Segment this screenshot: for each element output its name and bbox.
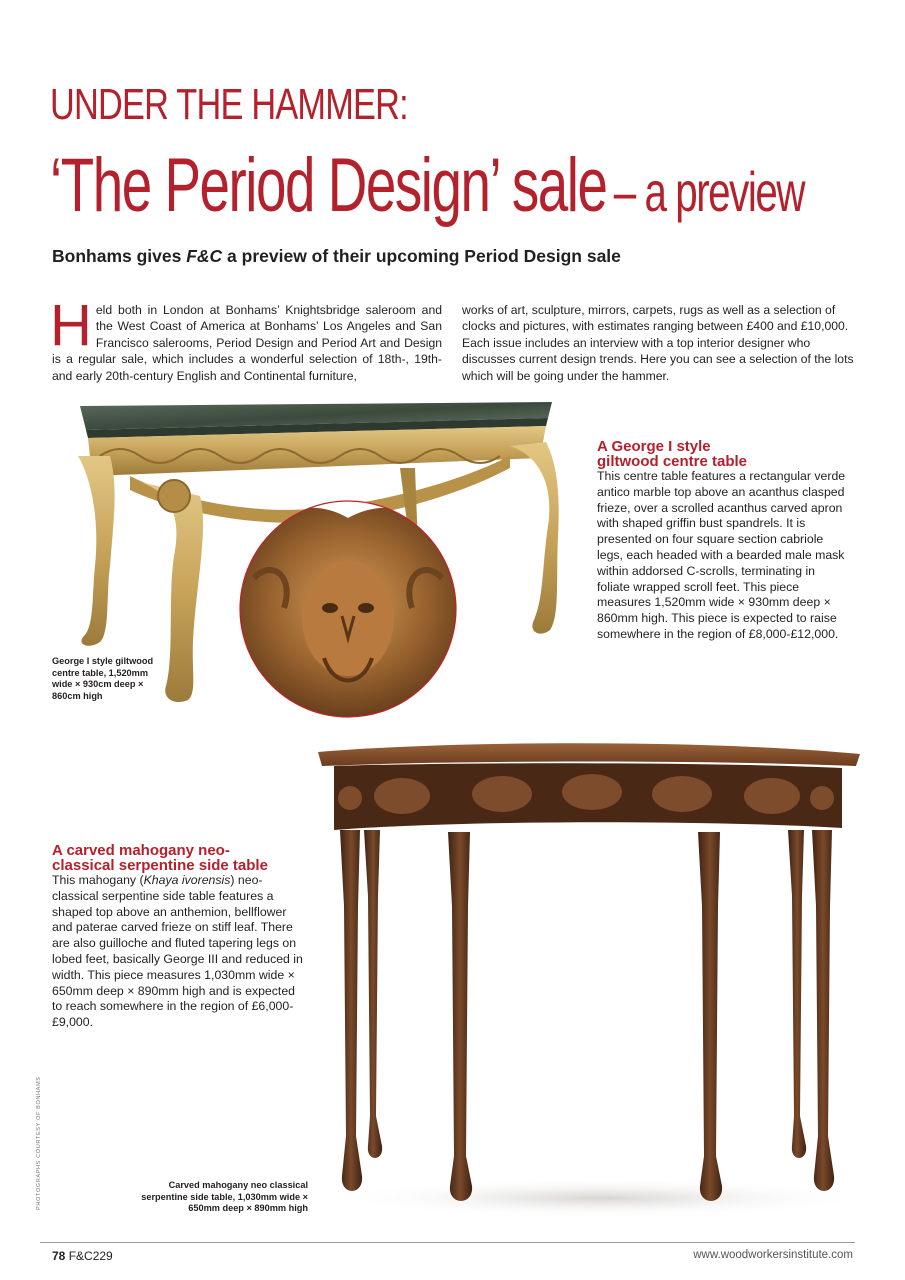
footer-rule — [40, 1242, 855, 1243]
title-tail: – a preview — [613, 160, 805, 223]
intro-left-text: eld both in London at Bonhams’ Knightsbridge saleroom and the West Coast of America at Bonhams’ Los Angeles and San Francisco salerooms, Period Design and Period Art and Design is a regular sale, which includes a wonderful selection of 18th-, 19th- and early 20th-century English and Continental furniture, — [52, 303, 442, 383]
lot2-title-line1: A carved mahogany neo- — [52, 842, 230, 859]
frieze-carving — [338, 774, 834, 814]
lot2-body-start: This mahogany ( — [52, 873, 144, 887]
standfirst-brand: F&C — [186, 246, 223, 266]
page-title — [50, 142, 804, 229]
lot1-block — [597, 439, 857, 643]
drop-cap: H — [50, 293, 92, 358]
issue-number: F&C229 — [68, 1249, 113, 1263]
lot2-caption: Carved mahogany neo classical serpentine side table, 1,030mm wide × 650mm deep × 890mm high — [141, 1180, 308, 1213]
carved-mask-detail-image — [234, 498, 462, 720]
title-main: ‘The Period Design’ sale — [50, 143, 607, 228]
standfirst-text-end: a preview of their upcoming Period Design sale — [222, 246, 621, 266]
lot2-body-end: ) neo-classical serpentine side table features a shaped top above an anthemion, bellflower and paterae carved frieze on stiff leaf. There are also guilloche and fluted tapering legs on lobed feet, basically George III and reduced in width. This piece measures 1,030mm wide × 650mm deep × 890mm high and is expected to reach somewhere in the region of £6,000-£9,000. — [52, 873, 303, 1030]
standfirst — [52, 246, 621, 267]
standfirst-text: Bonhams gives — [52, 246, 187, 266]
section-kicker: UNDER THE HAMMER: — [50, 80, 408, 129]
lot2-body — [52, 873, 308, 1031]
intro-column-left — [50, 293, 442, 384]
page-number: 78 — [52, 1249, 66, 1263]
website-link[interactable]: www.woodworkersinstitute.com — [693, 1249, 853, 1261]
photo-credit: PHOTOGRAPHS COURTESY OF BONHAMS — [36, 1076, 42, 1210]
lot2-title — [52, 843, 314, 873]
lot1-body: This centre table features a rectangular verde antico marble top above an acanthus clasped frieze, over a scrolled acanthus carved apron with shaped griffin bust spandrels. It is presented on four square section cabriole legs, each headed with a bearded male mask within addorsed C-scrolls, terminating in foliate wrapped scroll feet. This piece measures 1,520mm wide × 930mm deep × 860mm high. This piece is expected to raise somewhere in the region of £8,000-£12,000. — [597, 469, 846, 641]
lot1-title-line2: giltwood centre table — [597, 453, 748, 470]
intro-column-right: works of art, sculpture, mirrors, carpets, rugs as well as a selection of clocks and pictures, with estimates ranging between £400 and £10,000. Each issue includes an interview with a top interior designer who discusses current design trends. Here you can see a selection of the lots which will be going under the hammer. — [462, 303, 854, 383]
mahogany-side-table-image — [312, 736, 868, 1222]
folio — [52, 1249, 113, 1263]
lot1-title-line1: A George I style — [597, 438, 711, 455]
lot1-title — [597, 439, 857, 469]
lot2-block — [52, 843, 314, 1031]
lot1-caption: George I style giltwood centre table, 1,520mm wide × 930cm deep × 860cm high — [52, 656, 154, 701]
lot2-title-line2: classical serpentine side table — [52, 857, 268, 874]
lot2-species: Khaya ivorensis — [143, 873, 231, 887]
